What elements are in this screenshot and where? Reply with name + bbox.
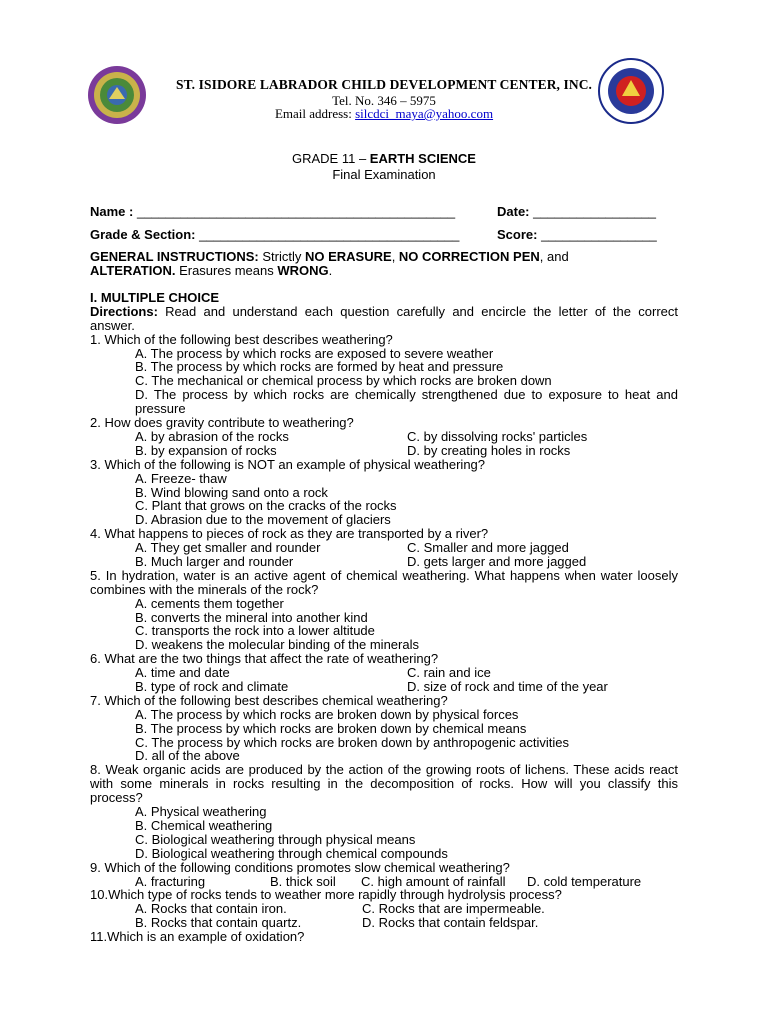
- choice-row: [90, 555, 678, 569]
- question-text: 4. What happens to pieces of rock as they are transported by a river?: [90, 526, 489, 542]
- instructions-emphasis: NO ERASURE: [305, 249, 392, 264]
- choice[interactable]: D. by creating holes in rocks: [407, 442, 571, 458]
- choice-row: [90, 875, 678, 889]
- instructions-emphasis: ALTERATION.: [90, 263, 176, 278]
- choice[interactable]: C. rain and ice: [407, 665, 491, 681]
- choice[interactable]: C. Smaller and more jagged: [407, 540, 569, 556]
- choice-row: [90, 444, 678, 458]
- choice[interactable]: A. The process by which rocks are exposed to severe weather: [135, 345, 494, 361]
- email-label: Email address:: [274, 106, 356, 121]
- question-text: 2. How does gravity contribute to weathering?: [90, 415, 354, 431]
- choice[interactable]: B. Rocks that contain quartz.: [135, 915, 302, 931]
- choice[interactable]: D. Biological weathering through chemical compounds: [135, 845, 448, 861]
- choice-row: [90, 430, 678, 444]
- choice[interactable]: B. type of rock and climate: [135, 679, 289, 695]
- choice[interactable]: A. Freeze- thaw: [135, 470, 227, 486]
- question-text: 1. Which of the following best describes weathering?: [90, 331, 393, 347]
- name-field: [90, 204, 455, 219]
- choice-row: [90, 680, 678, 694]
- choice[interactable]: B. Chemical weathering: [135, 817, 273, 833]
- exam-content: [90, 291, 678, 944]
- choice[interactable]: D. all of the above: [135, 748, 240, 764]
- choice[interactable]: B. Wind blowing sand onto a rock: [135, 484, 328, 500]
- exam-title: [0, 151, 768, 166]
- general-instructions: [90, 250, 678, 278]
- choice-row: [90, 666, 678, 680]
- choice[interactable]: D. weakens the molecular binding of the minerals: [135, 637, 419, 653]
- grade-line[interactable]: ____________________________________: [199, 227, 460, 242]
- choice[interactable]: A. by abrasion of the rocks: [135, 428, 289, 444]
- choice[interactable]: C. Rocks that are impermeable.: [362, 901, 545, 917]
- choice[interactable]: A. The process by which rocks are broken down by physical forces: [135, 706, 519, 722]
- choice[interactable]: B. Much larger and rounder: [135, 553, 294, 569]
- directions: [90, 305, 678, 333]
- choice[interactable]: B. by expansion of rocks: [135, 442, 277, 458]
- choice[interactable]: C. transports the rock into a lower altitude: [135, 623, 375, 639]
- instructions-text: Erasures means: [175, 263, 278, 278]
- choice[interactable]: B. The process by which rocks are broken down by chemical means: [135, 720, 527, 736]
- choice[interactable]: A. They get smaller and rounder: [135, 540, 321, 556]
- choice[interactable]: D. The process by which rocks are chemically strengthened due to exposure to heat and pressure: [135, 387, 678, 417]
- choice[interactable]: C. Plant that grows on the cracks of the rocks: [135, 498, 397, 514]
- choice[interactable]: A. cements them together: [135, 595, 284, 611]
- question-text: 9. Which of the following conditions promotes slow chemical weathering?: [90, 859, 510, 875]
- instructions-text: , and: [539, 249, 569, 264]
- date-line[interactable]: _________________: [533, 204, 657, 219]
- question-text: 6. What are the two things that affect the rate of weathering?: [90, 651, 439, 667]
- directions-text: Read and understand each question carefully and encircle the letter of the correct answer.: [90, 303, 678, 333]
- section-heading: [90, 291, 678, 305]
- choice[interactable]: A. Physical weathering: [135, 804, 267, 820]
- instructions-text: .: [328, 263, 333, 278]
- choice[interactable]: A. Rocks that contain iron.: [135, 901, 287, 917]
- email-line: [0, 106, 768, 122]
- choice[interactable]: C. Biological weathering through physical means: [135, 831, 416, 847]
- choice-row: [90, 916, 678, 930]
- choice[interactable]: A. fracturing: [135, 873, 206, 889]
- instructions-emphasis: WRONG: [277, 263, 329, 278]
- choice-row: [90, 541, 678, 555]
- choice[interactable]: B. thick soil: [270, 873, 336, 889]
- choice[interactable]: B. The process by which rocks are formed by heat and pressure: [135, 359, 504, 375]
- choice[interactable]: C. The process by which rocks are broken down by anthropogenic activities: [135, 734, 570, 750]
- question-text: 11.Which is an example of oxidation?: [90, 929, 305, 945]
- score-line[interactable]: ________________: [541, 227, 657, 242]
- question-text: 8. Weak organic acids are produced by the action of the growing roots of lichens. These acids react with some minerals in rocks resulting in the decomposition of rocks. How will you classify this process?: [90, 762, 678, 806]
- school-name: ST. ISIDORE LABRADOR CHILD DEVELOPMENT CENTER, INC.: [175, 77, 593, 92]
- question-text: 5. In hydration, water is an active agent of chemical weathering. What happens when water loosely combines with the minerals of the rock?: [90, 567, 678, 597]
- choice[interactable]: D. gets larger and more jagged: [407, 553, 587, 569]
- choice[interactable]: D. size of rock and time of the year: [407, 679, 608, 695]
- email-link[interactable]: silcdci_maya@yahoo.com: [355, 106, 494, 121]
- choice[interactable]: C. by dissolving rocks' particles: [407, 428, 588, 444]
- name-line[interactable]: ____________________________________________: [136, 204, 456, 219]
- section-heading-text: I. MULTIPLE CHOICE: [90, 290, 220, 305]
- question-text: 3. Which of the following is NOT an example of physical weathering?: [90, 456, 486, 472]
- question-text: 10.Which type of rocks tends to weather more rapidly through hydrolysis process?: [90, 887, 562, 903]
- choice[interactable]: D. Rocks that contain feldspar.: [362, 915, 539, 931]
- choice[interactable]: D. Abrasion due to the movement of glaciers: [135, 512, 391, 528]
- grade-label: Grade & Section:: [90, 227, 200, 242]
- score-field: [497, 227, 657, 242]
- question-text: 7. Which of the following best describes chemical weathering?: [90, 692, 448, 708]
- choice[interactable]: A. time and date: [135, 665, 230, 681]
- choice-row: [90, 902, 678, 916]
- grade-section-field: [90, 227, 459, 242]
- choice[interactable]: C. high amount of rainfall: [361, 873, 506, 889]
- directions-label: Directions:: [90, 303, 158, 319]
- instructions-label: GENERAL INSTRUCTIONS:: [90, 249, 259, 264]
- choice[interactable]: D. cold temperature: [527, 873, 642, 889]
- instructions-text: Strictly: [258, 249, 305, 264]
- score-label: Score:: [497, 227, 542, 242]
- instructions-emphasis: NO CORRECTION PEN: [398, 249, 540, 264]
- choice[interactable]: C. The mechanical or chemical process by which rocks are broken down: [135, 373, 552, 389]
- grade-prefix: GRADE 11 –: [292, 151, 370, 166]
- telephone: Tel. No. 346 – 5975: [332, 93, 436, 108]
- name-label: Name :: [90, 204, 137, 219]
- date-field: [497, 204, 656, 219]
- exam-subtitle: Final Examination: [332, 167, 436, 182]
- date-label: Date:: [497, 204, 534, 219]
- subject: EARTH SCIENCE: [369, 151, 476, 166]
- choice[interactable]: B. converts the mineral into another kind: [135, 609, 368, 625]
- instructions-text: ,: [391, 249, 399, 264]
